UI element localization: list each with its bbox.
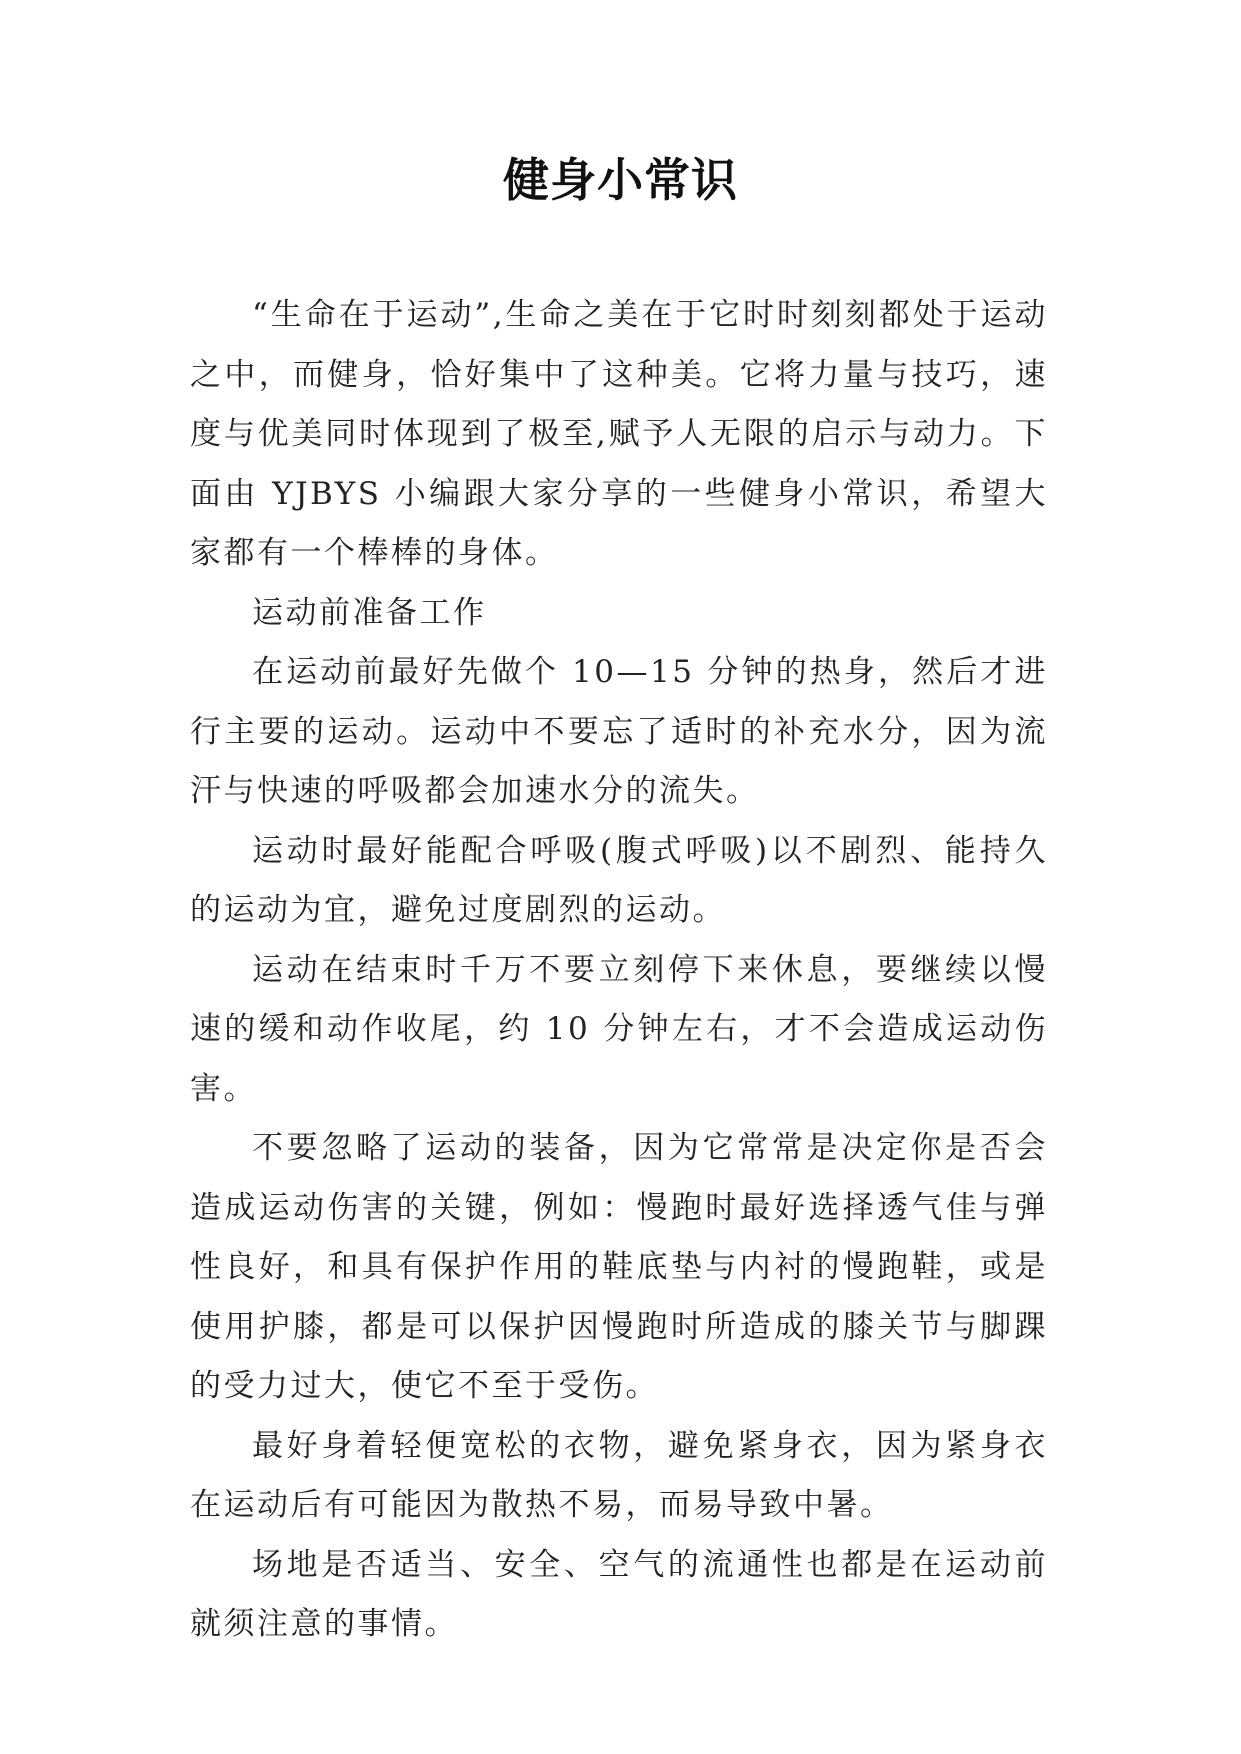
paragraph: 场地是否适当、安全、空气的流通性也都是在运动前就须注意的事情。 (190, 1546, 1048, 1642)
paragraph: 最好身着轻便宽松的衣物，避免紧身衣，因为紧身衣在运动后有可能因为散热不易，而易导致中暑。 (190, 1427, 1048, 1523)
document-title: 健身小常识 (503, 153, 738, 207)
paragraph: 不要忽略了运动的装备，因为它常常是决定你是否会造成运动伤害的关键，例如：慢跑时最好选择透气佳与弹性良好，和具有保护作用的鞋底垫与内衬的慢跑鞋，或是使用护膝，都是可以保护因慢跑时所造成的膝关节与脚踝的受力过大，使它不至于受伤。 (190, 1130, 1048, 1404)
paragraph: 运动在结束时千万不要立刻停下来休息，要继续以慢速的缓和动作收尾，约 10 分钟左右，才不会造成运动伤害。 (190, 951, 1048, 1107)
document-body (190, 286, 1048, 1655)
paragraph-intro: “生命在于运动”,生命之美在于它时时刻刻都处于运动之中，而健身，恰好集中了这种美。它将力量与技巧，速度与优美同时体现到了极至,赋予人无限的启示与动力。下面由 YJBYS 小编跟大家分享的一些健身小常识，希望大家都有一个棒棒的身体。 (190, 297, 1048, 571)
paragraph: 在运动前最好先做个 10—15 分钟的热身，然后才进行主要的运动。运动中不要忘了适时的补充水分，因为流汗与快速的呼吸都会加速水分的流失。 (190, 654, 1048, 809)
paragraph: 运动时最好能配合呼吸(腹式呼吸)以不剧烈、能持久的运动为宜，避免过度剧烈的运动。 (190, 832, 1048, 928)
section-heading: 运动前准备工作 (252, 594, 487, 631)
